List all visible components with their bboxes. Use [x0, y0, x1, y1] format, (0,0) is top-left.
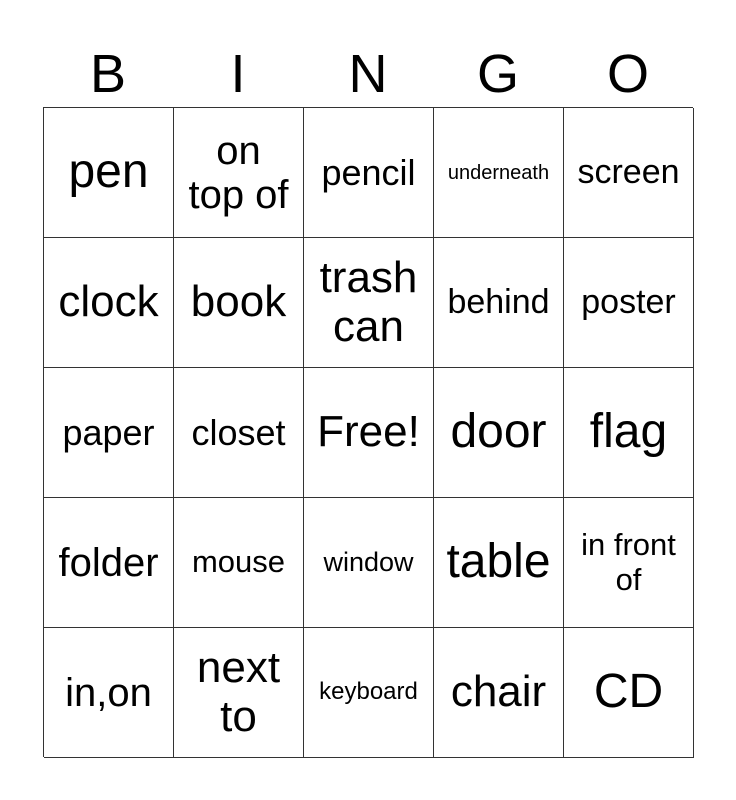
bingo-cell[interactable]	[304, 498, 434, 628]
cell-word: book	[190, 277, 287, 327]
bingo-cell[interactable]	[434, 628, 564, 758]
bingo-cell[interactable]	[564, 368, 694, 498]
bingo-cell[interactable]	[44, 108, 174, 238]
cell-word: pen	[68, 145, 149, 199]
bingo-cell[interactable]	[44, 628, 174, 758]
bingo-cell[interactable]	[44, 368, 174, 498]
cell-word: underneath	[447, 161, 550, 184]
cell-word: trash can	[319, 253, 418, 351]
cell-word: pencil	[321, 151, 416, 193]
cell-word: screen	[577, 152, 680, 191]
cell-word: flag	[589, 405, 668, 459]
header-letter-b: B	[89, 44, 127, 104]
cell-word: Free!	[317, 407, 420, 457]
cell-word: table	[446, 535, 551, 589]
bingo-cell[interactable]	[434, 498, 564, 628]
cell-word: keyboard	[319, 678, 418, 706]
bingo-cell[interactable]	[44, 498, 174, 628]
bingo-cell[interactable]	[174, 628, 304, 758]
cell-word: poster	[581, 282, 676, 321]
bingo-cell[interactable]	[434, 238, 564, 368]
cell-word: paper	[62, 411, 155, 453]
bingo-cell[interactable]	[564, 498, 694, 628]
cell-word: door	[450, 405, 547, 459]
cell-word: in front of	[581, 527, 676, 597]
cell-word: behind	[447, 282, 550, 321]
cell-word: in,on	[65, 670, 152, 715]
bingo-cell[interactable]	[174, 108, 304, 238]
bingo-cell[interactable]	[174, 238, 304, 368]
cell-word: next to	[196, 643, 281, 741]
bingo-board	[43, 107, 693, 757]
cell-word: folder	[58, 540, 159, 585]
cell-word: on top of	[188, 128, 289, 217]
header-letter-g: G	[476, 44, 519, 104]
bingo-cell[interactable]	[174, 498, 304, 628]
bingo-cell[interactable]	[174, 368, 304, 498]
cell-word: CD	[593, 665, 664, 719]
bingo-cell[interactable]	[434, 368, 564, 498]
cell-word: window	[323, 546, 414, 577]
cell-word: chair	[450, 667, 547, 717]
header-letter-n: N	[348, 44, 388, 104]
bingo-cell[interactable]	[304, 108, 434, 238]
bingo-cell[interactable]	[304, 368, 434, 498]
bingo-cell[interactable]	[304, 628, 434, 758]
cell-word: closet	[191, 411, 286, 453]
header-letter-o: O	[606, 44, 649, 104]
cell-word: clock	[58, 277, 159, 327]
cell-word: mouse	[191, 544, 286, 580]
header-letter-i: I	[230, 44, 246, 104]
bingo-header	[43, 40, 693, 108]
bingo-cell[interactable]	[44, 238, 174, 368]
bingo-cell[interactable]	[434, 108, 564, 238]
bingo-cell[interactable]	[564, 238, 694, 368]
bingo-cell[interactable]	[564, 108, 694, 238]
bingo-cell[interactable]	[564, 628, 694, 758]
bingo-cell[interactable]	[304, 238, 434, 368]
